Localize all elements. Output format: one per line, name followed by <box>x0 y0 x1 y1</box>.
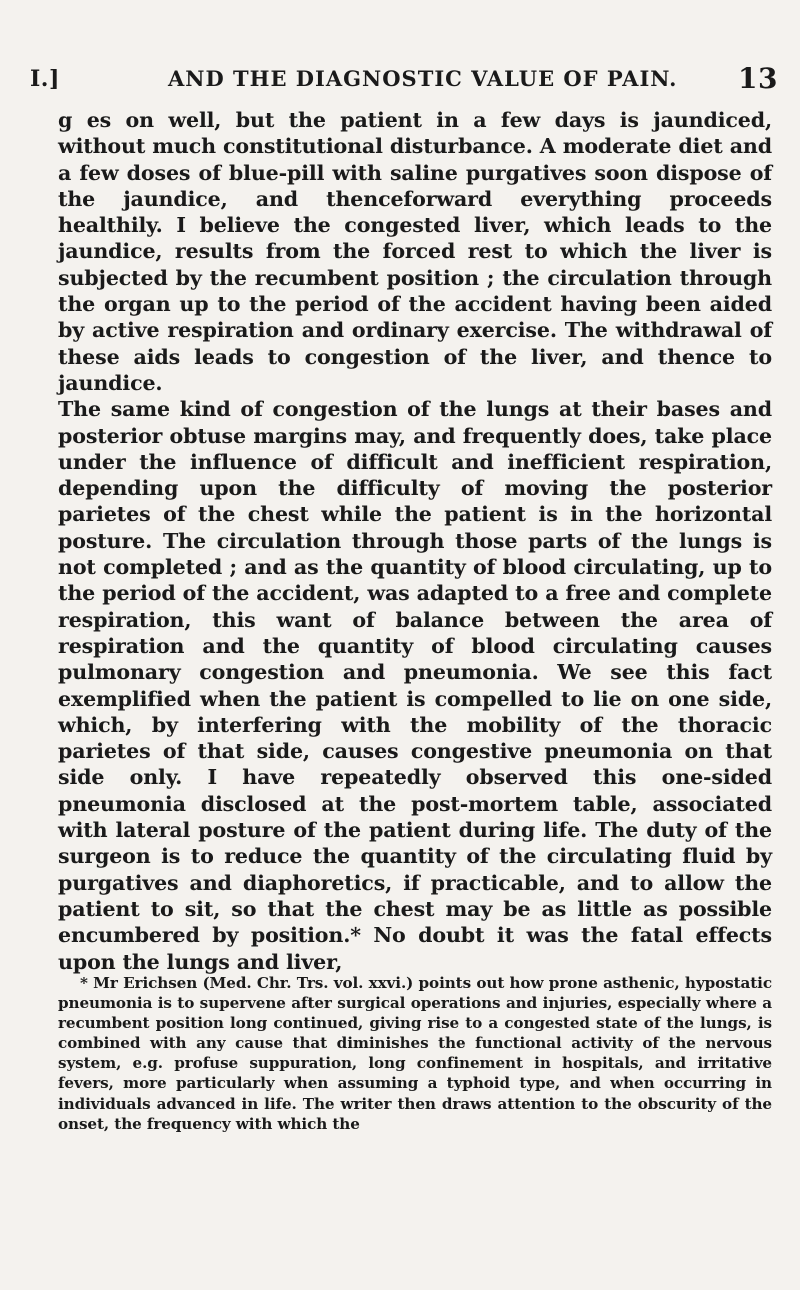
body-text <box>58 107 772 975</box>
paragraph: g es on well, but the patient in a few days is jaundiced, without much constitutional disturbance. A moderate diet and a few doses of blue-pill with saline purgatives soon dispose of the jaundice, and thenceforward everything proceeds healthily. I believe the congested liver, which leads to the jaundice, results from the forced rest to which the liver is subjected by the recumbent position ; the circulation through the organ up to the period of the accident having been aided by active respiration and ordinary exercise. The withdrawal of these aids leads to congestion of the liver, and thence to jaundice. <box>58 108 772 395</box>
footnote <box>58 973 772 1134</box>
chapter-marker: I.] <box>30 66 60 92</box>
paragraph: The same kind of congestion of the lungs at their bases and posterior obtuse margins may, and frequently does, take place under the influence of difficult and inefficient respiration, depending upon the difficulty of moving the posterior parietes of the chest while the patient is in the horizontal posture. The circulation through those parts of the lungs is not completed ; and as the quantity of blood circulating, up to the period of the accident, was adapted to a free and complete respiration, this want of balance between the area of respiration and the quantity of blood circulating causes pulmonary congestion and pneumonia. We see this fact exemplified when the patient is compelled to lie on one side, which, by interfering with the mobility of the thoracic parietes of that side, causes congestive pneumonia on that side only. I have repeatedly observed this one-sided pneumonia disclosed at the post-mortem table, associated with lateral posture of the patient during life. The duty of the surgeon is to reduce the quantity of the circulating fluid by purgatives and diaphoretics, if practicable, and to allow the patient to sit, so that the chest may be as little as possible encumbered by position.* No doubt it was the fatal effects upon the lungs and liver, <box>58 397 772 974</box>
running-title: AND THE DIAGNOSTIC VALUE OF PAIN. <box>168 66 678 91</box>
footnote-text: * Mr Erichsen (Med. Chr. Trs. vol. xxvi.) points out how prone asthenic, hypostatic pneumonia is to supervene after surgical operations and injuries, especially where a recumbent position long continued, giving rise to a congested state of the lungs, is combined with any cause that diminishes the functional activity of the nervous system, e.g. profuse suppuration, long confinement in hospitals, and irritative fevers, more particularly when assuming a typhoid type, and when occurring in individuals advanced in life. The writer then draws attention to the obscurity of the onset, the frequency with which the <box>58 974 772 1133</box>
running-head <box>30 62 778 96</box>
page-number: 13 <box>738 62 778 95</box>
